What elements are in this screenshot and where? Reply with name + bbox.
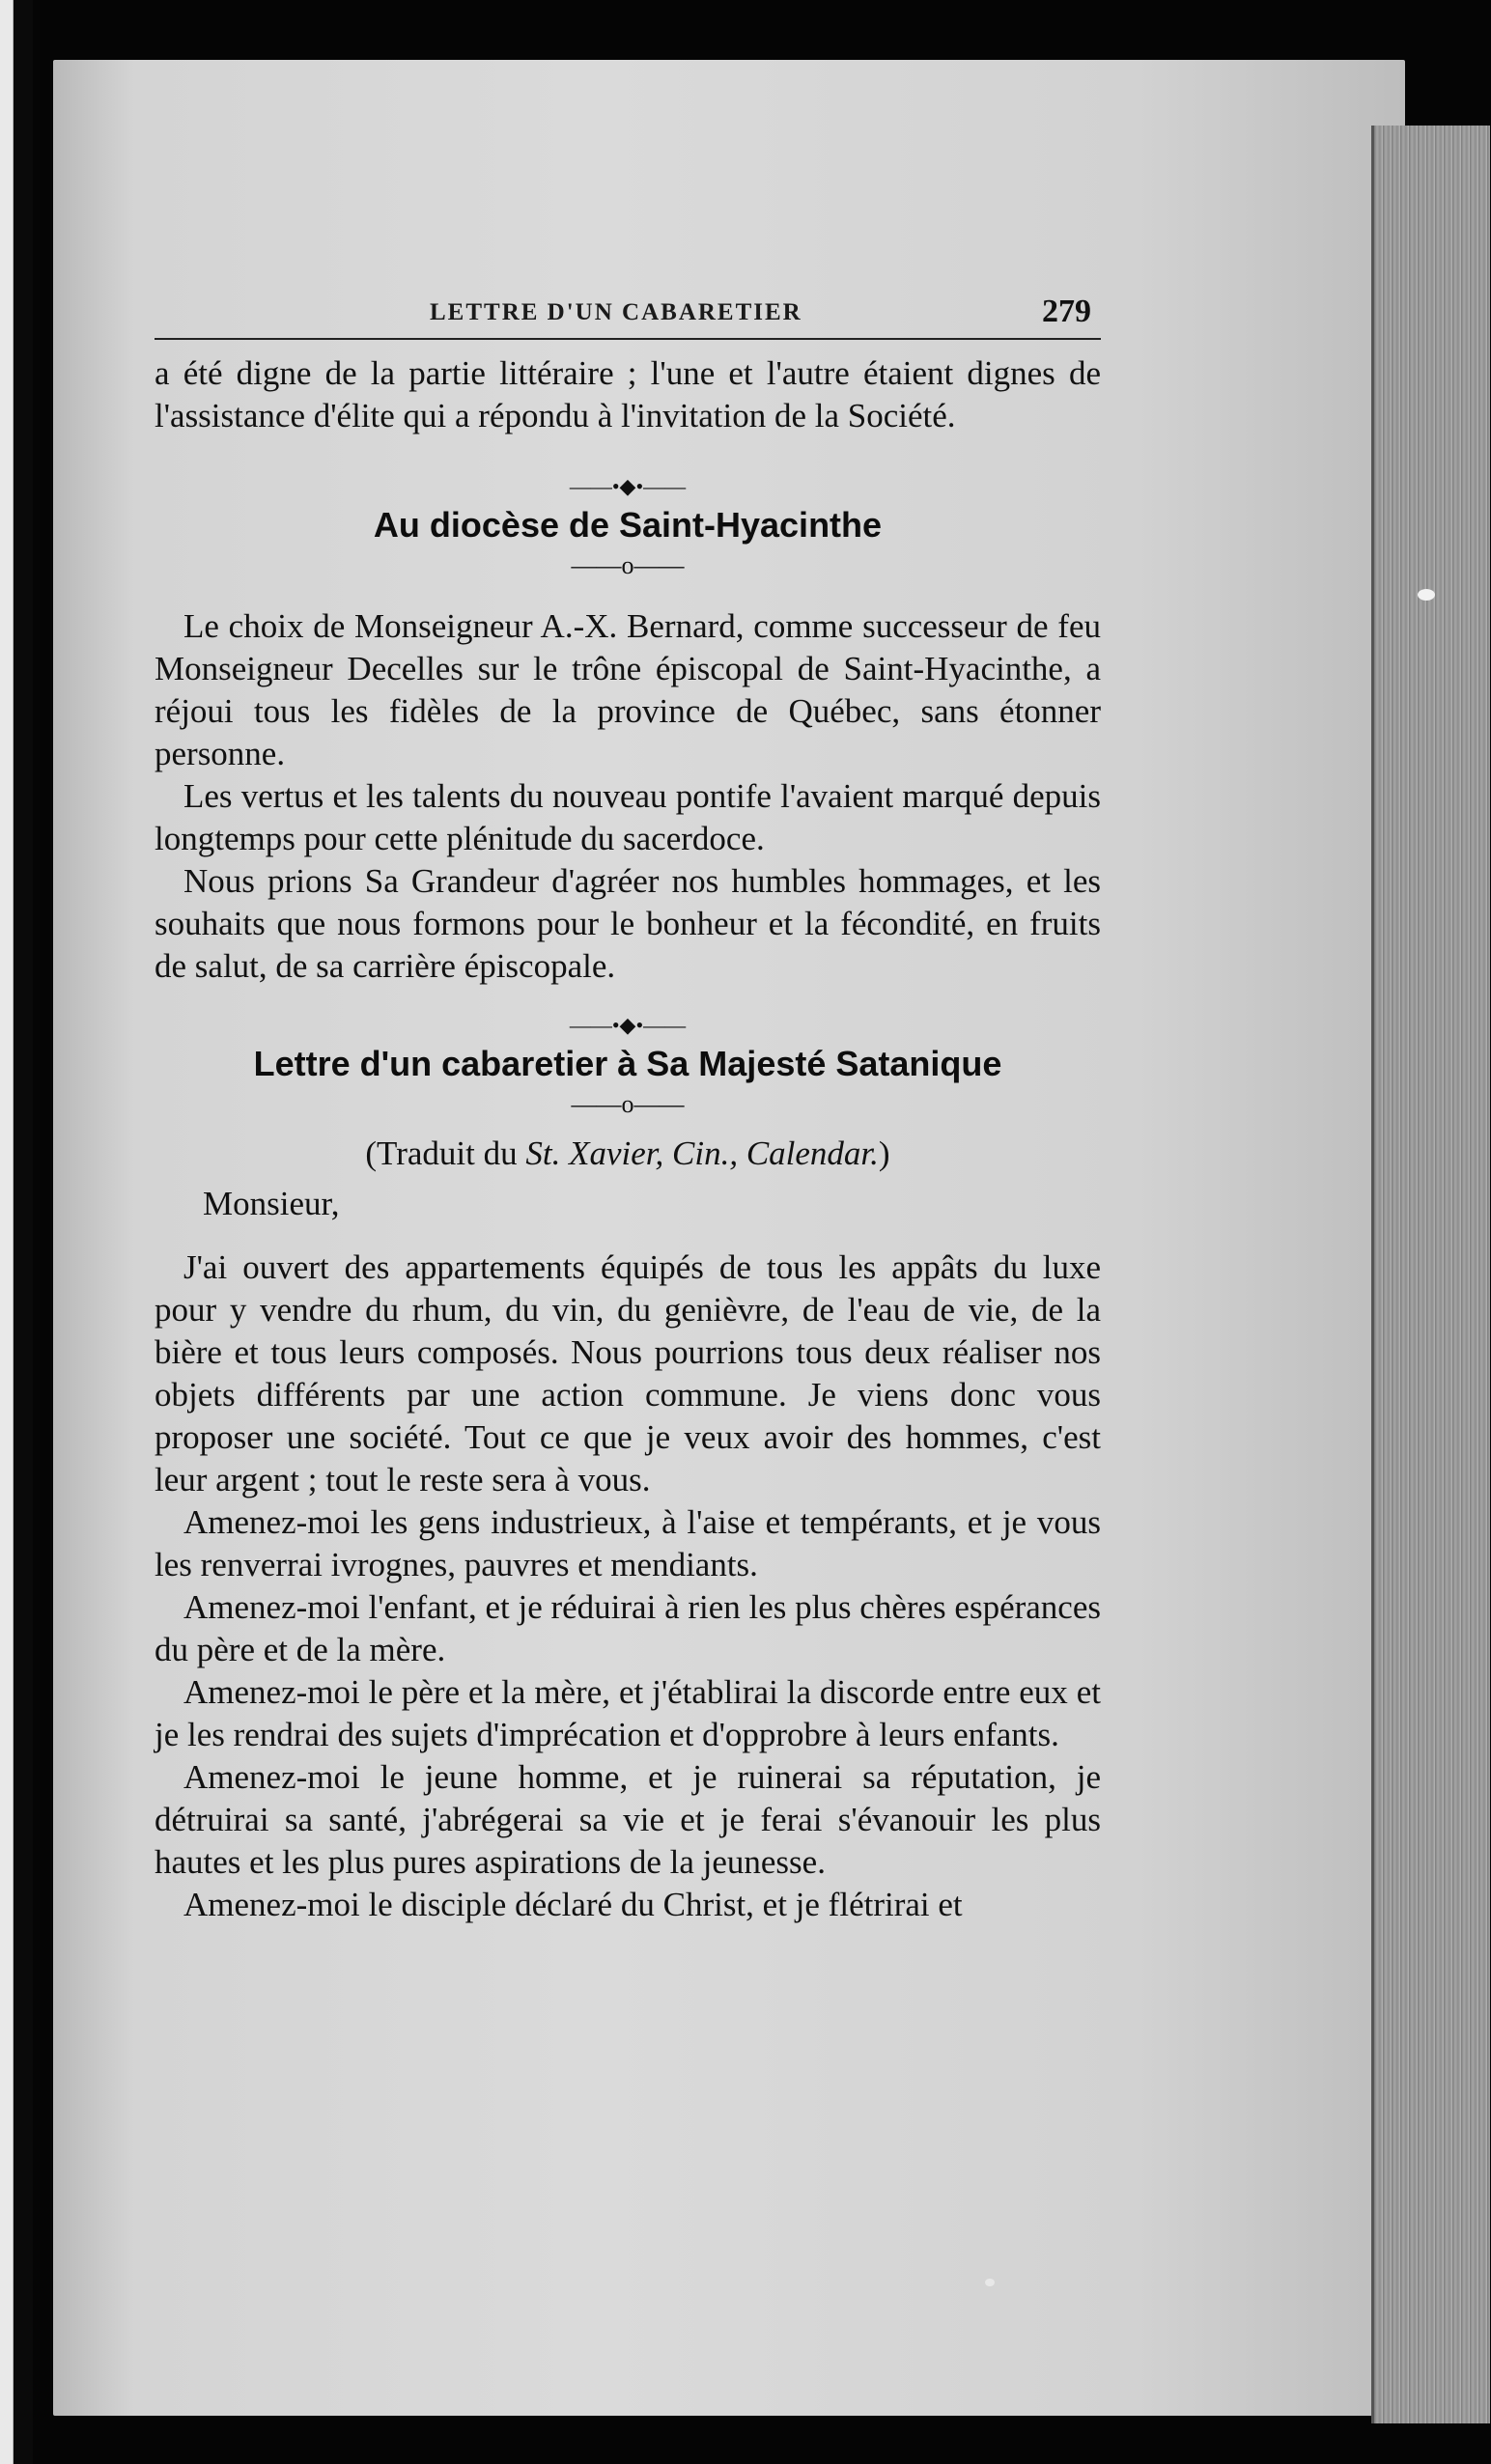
speck-mark <box>985 2279 995 2286</box>
text-body <box>155 352 1101 1926</box>
binding-gutter <box>0 0 33 2464</box>
section-separator: ——o—— <box>571 1090 685 1118</box>
section-separator: ——o—— <box>571 551 685 579</box>
paragraph: J'ai ouvert des appartements équipés de tous les appâts du luxe pour y vendre du rhum, du vin, du genièvre, de l'eau de vie, de la bière et tous leurs composés. Nous pourrions tous deux réaliser nos objets différents par une action commune. Je viens donc vous proposer une société. Tout ce que je veux avoir des hommes, c'est leur argent ; tout le reste sera à vous. <box>155 1248 1101 1498</box>
page-block-edge <box>1371 126 1490 2423</box>
intro-paragraph: a été digne de la partie littéraire ; l'une et l'autre étaient dignes de l'assistance d'élite qui a répondu à l'invitation de la Société. <box>155 354 1101 434</box>
source-suffix: ) <box>878 1134 890 1172</box>
paragraph: Les vertus et les talents du nouveau pontife l'avaient marqué depuis longtemps pour cette plénitude du sacerdoce. <box>155 777 1101 857</box>
section-title-saint-hyacinthe: Au diocèse de Saint-Hyacinthe <box>373 505 883 545</box>
paragraph: Amenez-moi le père et la mère, et j'établirai la discorde entre eux et je les rendrai des sujets d'imprécation et d'opprobre à leurs enfants. <box>155 1673 1101 1753</box>
page-number: 279 <box>1042 294 1091 329</box>
running-title: LETTRE D'UN CABARETIER <box>430 299 802 325</box>
speck-mark <box>1418 589 1435 601</box>
ornamental-rule: ——•◆•—— <box>569 1013 687 1037</box>
paragraph: Amenez-moi l'enfant, et je réduirai à rien les plus chères espérances du père et de la mère. <box>155 1588 1101 1668</box>
paragraph: Amenez-moi le disciple déclaré du Christ, et je flétrirai et <box>183 1886 963 1923</box>
source-prefix: (Traduit du <box>365 1134 526 1172</box>
ornamental-rule: ——•◆•—— <box>569 474 687 498</box>
source-title: St. Xavier, Cin., Calendar. <box>525 1134 879 1172</box>
paragraph: Amenez-moi le jeune homme, et je ruinerai sa réputation, je détruirai sa santé, j'abrégerai sa vie et je ferai s'évanouir les plus hautes et les plus pures aspirations de la jeunesse. <box>155 1758 1101 1881</box>
paragraph: Nous prions Sa Grandeur d'agréer nos humbles hommages, et les souhaits que nous formons pour le bonheur et la fécondité, en fruits de salut, de sa carrière épiscopale. <box>155 862 1101 985</box>
section-title-lettre-cabaretier: Lettre d'un cabaretier à Sa Majesté Satanique <box>253 1044 1002 1083</box>
paragraph: Amenez-moi les gens industrieux, à l'aise et tempérants, et je vous les renverrai ivrognes, pauvres et mendiants. <box>155 1503 1101 1583</box>
salutation: Monsieur, <box>203 1185 340 1222</box>
paragraph: Le choix de Monseigneur A.-X. Bernard, comme successeur de feu Monseigneur Decelles sur le trône épiscopal de Saint-Hyacinthe, a réjoui tous les fidèles de la province de Québec, sans étonner personne. <box>155 607 1101 772</box>
running-header <box>155 290 1101 340</box>
source-note <box>155 1129 1101 1179</box>
